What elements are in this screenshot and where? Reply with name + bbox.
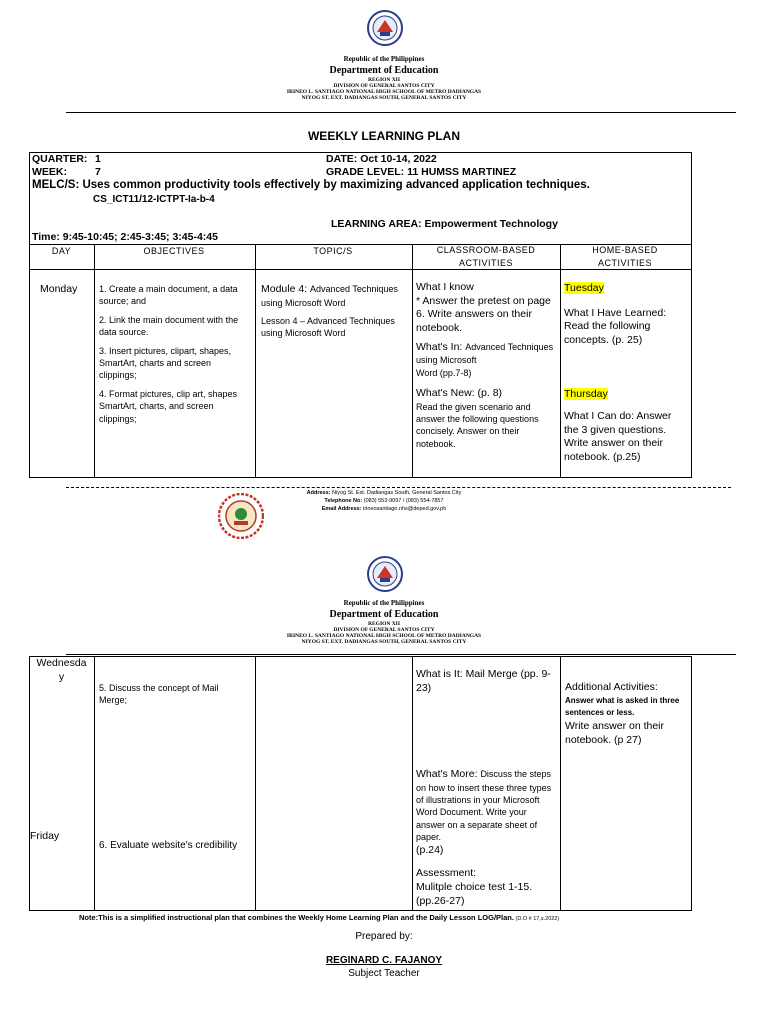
additional-activities-label: Additional Activities: xyxy=(565,681,658,693)
topic-module xyxy=(261,283,406,309)
republic-text-2: Republic of the Philippines xyxy=(343,599,425,607)
col-header-objectives: OBJECTIVES xyxy=(143,246,205,256)
school-text-2: IRINEO L. SANTIAGO NATIONAL HIGH SCHOOL OF METRO DADIANGAS xyxy=(286,633,482,639)
date-text: DATE: Oct 10-14, 2022 xyxy=(326,153,437,165)
assessment-pages: (pp.26-27) xyxy=(416,894,465,907)
learning-area-text: LEARNING AREA: Empowerment Technology xyxy=(331,218,558,230)
objective-1: 1. Create a main document, a data source; and xyxy=(99,284,238,307)
what-i-know: What I know xyxy=(416,281,474,293)
what-is-it: What is It: Mail Merge (pp. 9-23) xyxy=(416,668,551,694)
additional-activities xyxy=(565,681,687,748)
monday-topics xyxy=(261,283,406,340)
whats-in-topic: Advanced Techniques using Microsoft xyxy=(416,341,554,366)
whats-more xyxy=(416,768,556,908)
deped-seal-logo-2 xyxy=(367,556,403,592)
monday-objectives xyxy=(99,283,249,425)
teacher-role: Subject Teacher xyxy=(348,968,420,979)
school-text: IRINEO L. SANTIAGO NATIONAL HIGH SCHOOL OF METRO DADIANGAS xyxy=(286,89,482,95)
objective-5: 5. Discuss the concept of Mail Merge; xyxy=(99,683,219,706)
additional-activities-instruction: Answer what is asked in three sentences or less. xyxy=(565,695,680,718)
school-address-text-2: NIYOG ST. EXT. DADIANGAS SOUTH, GENERAL SANTOS CITY xyxy=(301,639,467,645)
footer-contact xyxy=(234,490,534,514)
assessment-label: Assessment: xyxy=(416,867,477,880)
whats-new: What's New: (p. 8) xyxy=(416,387,503,400)
deped-seal-logo xyxy=(367,10,403,46)
objective-3: 3. Insert pictures, clipart, shapes, SmartArt, charts and screen clippings; xyxy=(99,345,232,381)
col-header-topics: TOPIC/S xyxy=(313,246,353,256)
instructional-note xyxy=(79,913,559,922)
objective-2: 2. Link the main document with the data source. xyxy=(99,314,239,338)
day-monday: Monday xyxy=(40,283,78,295)
whats-in xyxy=(416,341,556,367)
monday-classroom xyxy=(416,281,556,450)
footer-divider xyxy=(66,487,731,488)
day-friday: Friday xyxy=(30,830,60,842)
address-value: Niyog St. Ext. Dadiangas South, General Santos City xyxy=(330,490,462,496)
what-i-can-do: What I Can do: Answer the 3 given questions. Write answer on their notebook. (p.25) xyxy=(564,410,672,464)
school-address-text: NIYOG ST. EXT. DADIANGAS SOUTH, GENERAL SANTOS CITY xyxy=(301,95,467,101)
note-reference: (D.O # 17,s.2022) xyxy=(513,916,560,922)
melcs-text: MELC/S: Uses common productivity tools effectively by maximizing advanced application techniques. xyxy=(32,179,590,191)
note-text: Note:This is a simplified instructional plan that combines the Weekly Home Learning Plan and the Daily Lesson LOG/Plan. xyxy=(79,913,514,922)
objective-6: 6. Evaluate website's credibility xyxy=(99,840,238,851)
grade-level-text: GRADE LEVEL: 11 HUMSS MARTINEZ xyxy=(326,166,517,178)
republic-text: Republic of the Philippines xyxy=(343,55,425,63)
whats-new-instruction: Read the given scenario and answer the following questions concisely. Answer on their notebook. xyxy=(416,401,539,449)
email-value: irineosantiago.nhs@deped.gov.ph xyxy=(361,505,447,512)
whats-in-pages: Word (pp.7-8) xyxy=(416,367,472,378)
region-text-2: REGION XII xyxy=(368,621,400,627)
telephone-label: Telephone No: xyxy=(324,497,363,504)
topic-lesson: Lesson 4 – Advanced Techniques using Microsoft Word xyxy=(261,316,395,339)
header-divider xyxy=(66,112,736,113)
week-label: WEEK: xyxy=(32,166,67,178)
wednesday-text-b: y xyxy=(58,670,65,683)
division-text-2: DIVISION OF GENERAL SANTOS CITY xyxy=(333,627,435,633)
division-text: DIVISION OF GENERAL SANTOS CITY xyxy=(333,83,435,89)
col-header-home: HOME-BASED ACTIVITIES xyxy=(592,245,658,268)
header-divider-2 xyxy=(66,654,736,655)
prepared-by-label: Prepared by: xyxy=(355,931,413,942)
day-wednesday xyxy=(30,657,93,684)
telephone-value: (083) 553-9097 / (083) 554-7857 xyxy=(362,497,444,504)
time-text: Time: 9:45-10:45; 2:45-3:45; 3:45-4:45 xyxy=(32,231,218,243)
topic-module-label: Module 4: xyxy=(261,283,311,295)
letterhead xyxy=(184,55,584,101)
email-label: Email Address: xyxy=(321,505,362,512)
assessment-detail: Mulitple choice test 1-15. xyxy=(416,880,533,893)
topic-module-title: Advanced Techniques using Microsoft Word xyxy=(261,284,398,308)
col-header-day: DAY xyxy=(51,246,72,256)
whats-more-pages: (p.24) xyxy=(416,843,444,856)
what-i-have-learned: What I Have Learned: Read the following concepts. (p. 25) xyxy=(564,306,667,346)
objective-4: 4. Format pictures, clip art, shapes SmartArt, charts, and screen clippings; xyxy=(99,388,238,424)
competency-code: CS_ICT11/12-ICTPT-Ia-b-4 xyxy=(93,194,215,205)
teacher-name: REGINARD C. FAJANOY xyxy=(325,955,443,966)
additional-activities-note: Write answer on their notebook. (p 27) xyxy=(565,720,665,746)
week-value: 7 xyxy=(95,166,101,178)
tuesday-highlight: Tuesday xyxy=(564,282,604,294)
letterhead-2 xyxy=(184,599,584,645)
pretest-instruction: * Answer the pretest on page 6. Write answers on their notebook. xyxy=(416,294,551,334)
whats-more-instruction: Discuss the steps on how to insert these three types of illustrations in your Microsoft Word Document. Write your answer on a separate sheet of paper. xyxy=(416,769,552,843)
address-label: Address: xyxy=(306,490,331,496)
whats-in-label: What's In: xyxy=(416,340,466,353)
whats-more-label: What's More: xyxy=(416,768,481,780)
plan-title: WEEKLY LEARNING PLAN xyxy=(307,129,460,143)
thursday-highlight: Thursday xyxy=(564,387,608,400)
monday-home xyxy=(564,282,686,465)
department-text: Department of Education xyxy=(329,65,439,76)
col-header-classroom: CLASSROOM-BASED ACTIVITIES xyxy=(436,245,536,268)
department-text-2: Department of Education xyxy=(329,609,439,620)
quarter-label: QUARTER: xyxy=(32,153,88,165)
region-text: REGION XII xyxy=(368,77,400,83)
wednesday-text-a: Wednesda xyxy=(36,657,87,669)
quarter-value: 1 xyxy=(95,153,101,165)
